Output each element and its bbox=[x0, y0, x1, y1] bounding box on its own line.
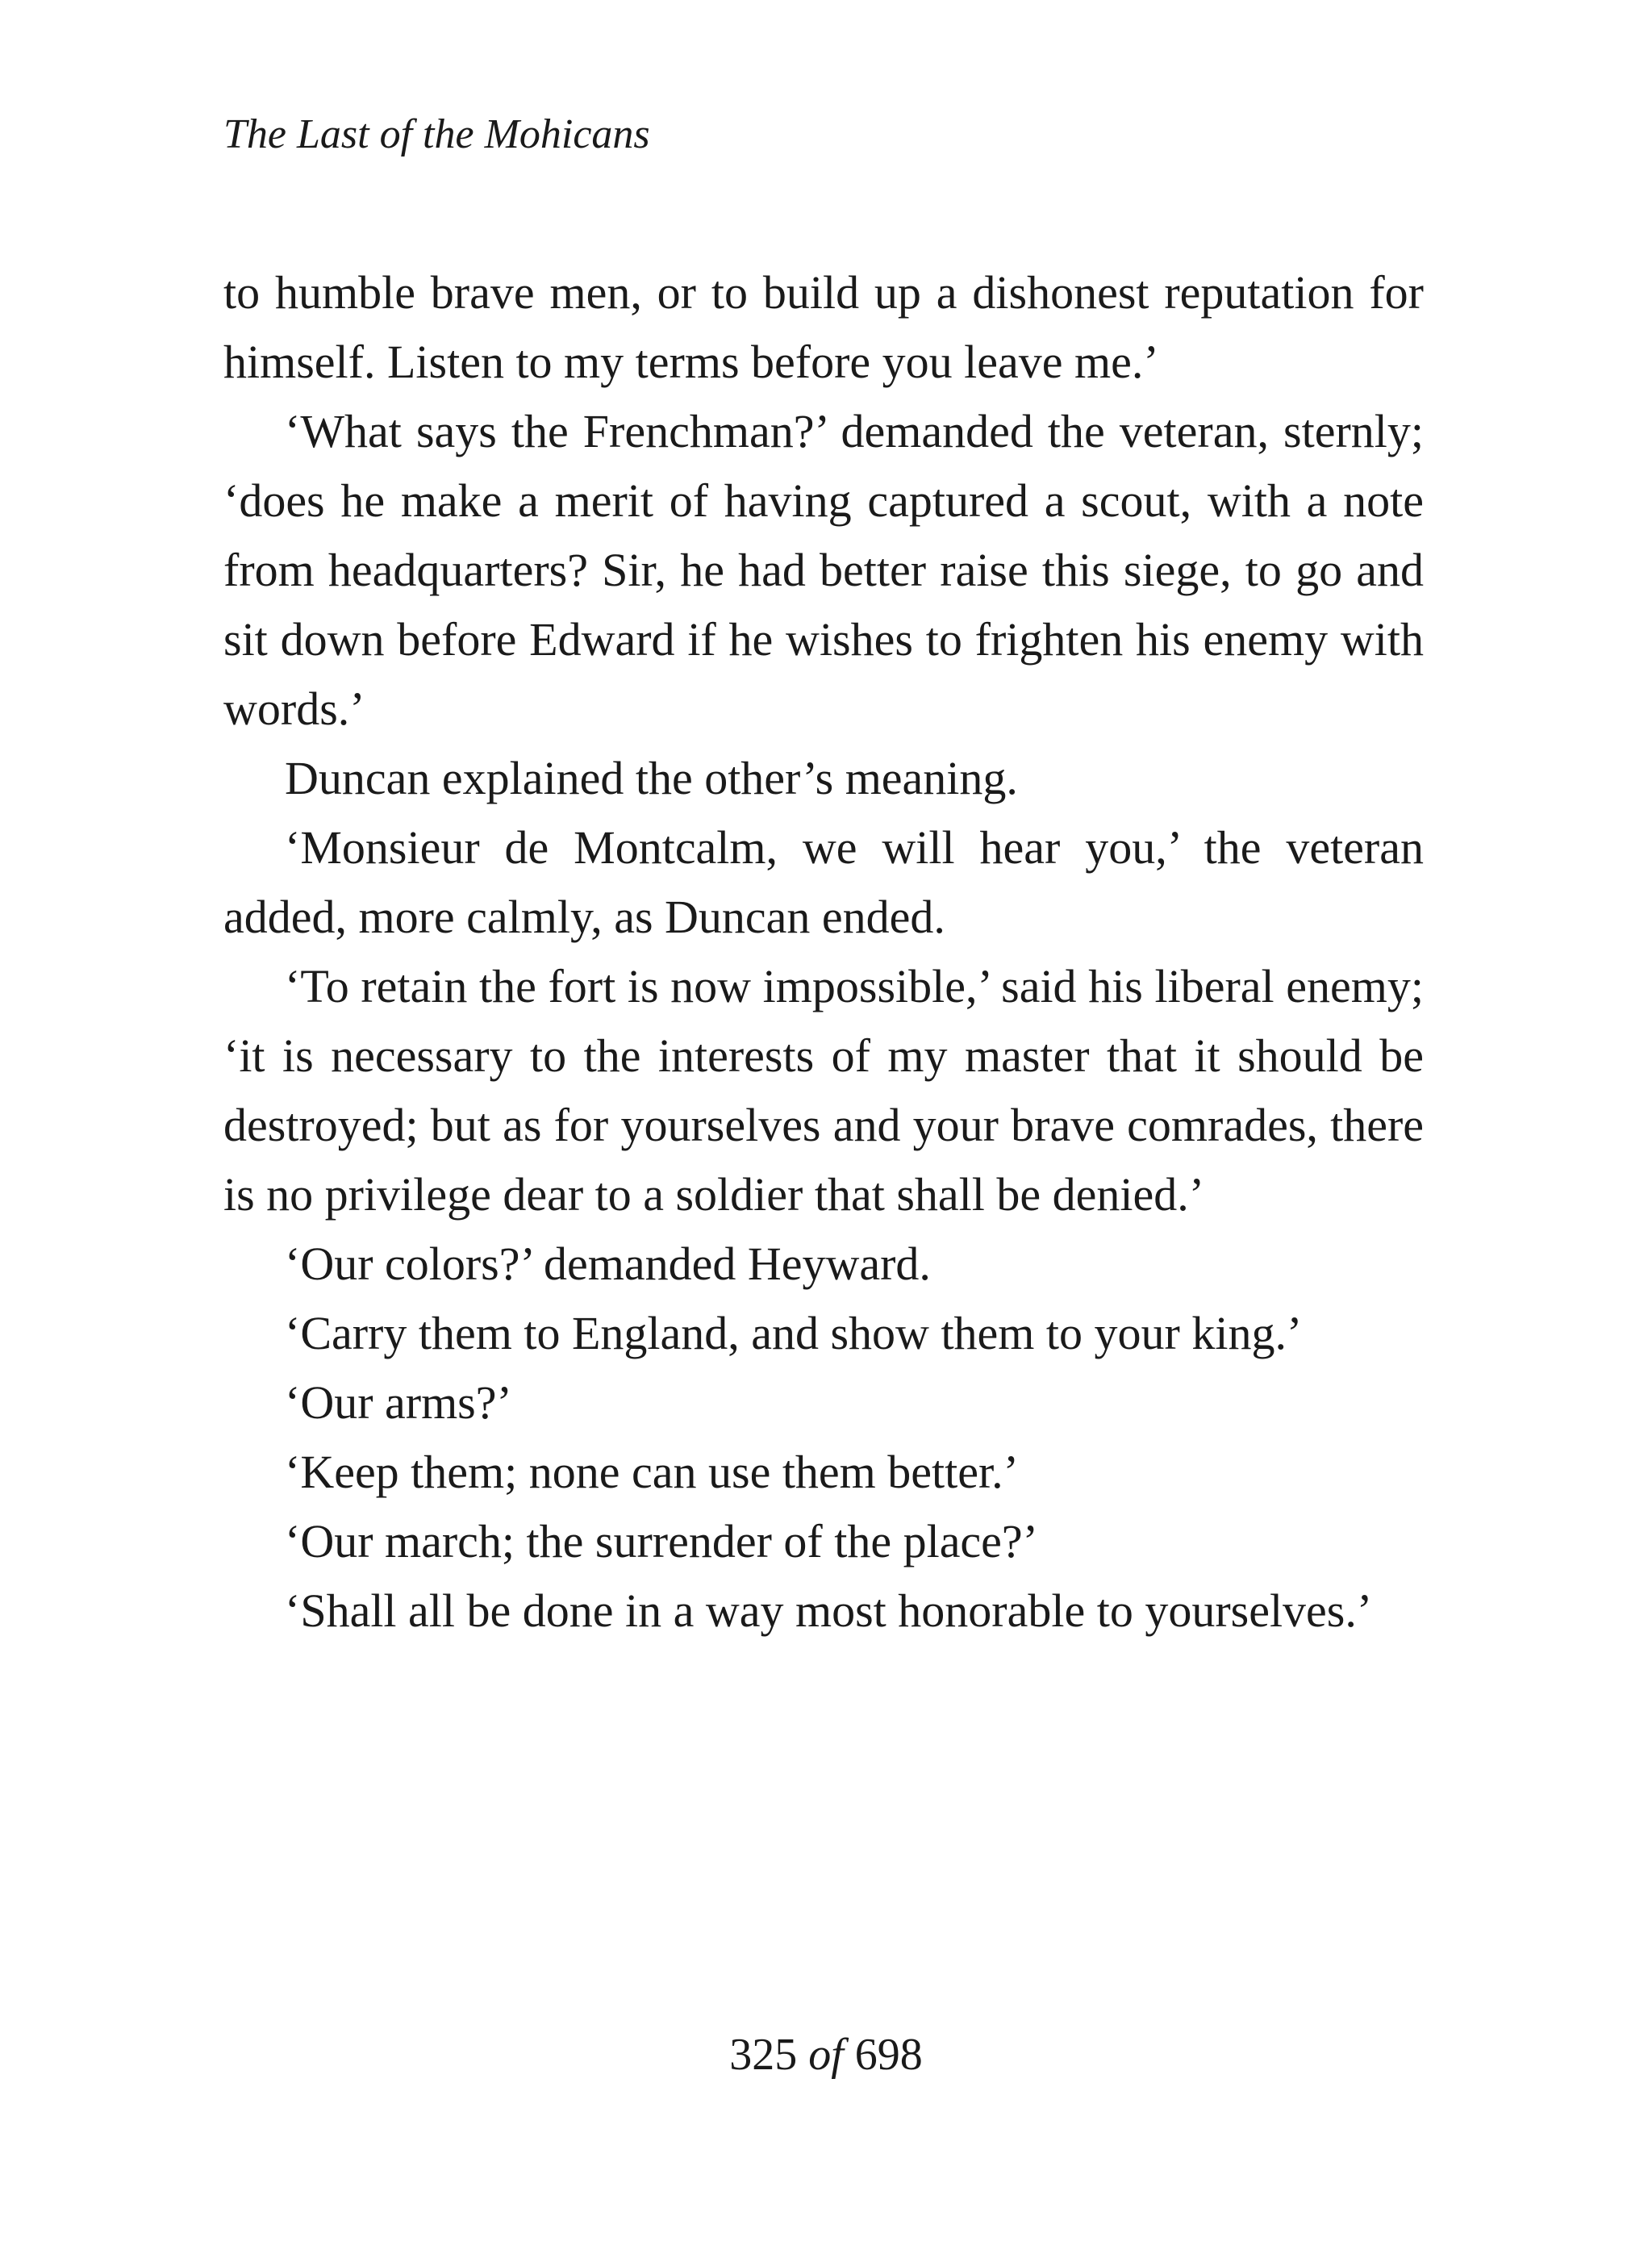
paragraph: to humble brave men, or to build up a dishonest reputation for himself. Listen to my terms before you leave me.’ bbox=[223, 266, 1424, 388]
running-head: The Last of the Mohicans bbox=[223, 111, 650, 157]
paragraph: Duncan explained the other’s meaning. bbox=[285, 752, 1018, 804]
paragraph: ‘To retain the fort is now impossible,’ said his liberal enemy; ‘it is necessary to the interests of my master that it should be destroyed; but as for yourselves and your brave comrades, there is no privilege dear to a soldier that shall be denied.’ bbox=[223, 960, 1424, 1221]
page-number-total: 698 bbox=[854, 2030, 923, 2080]
paragraph: ‘Our arms?’ bbox=[285, 1376, 512, 1429]
paragraph: ‘What says the Frenchman?’ demanded the veteran, sternly; ‘does he make a merit of having captured a scout, with a note from headquarters? Sir, he had better raise this siege, to go and sit down before Edward if he wishes to frighten his enemy with words.’ bbox=[223, 405, 1424, 735]
paragraph: ‘Shall all be done in a way most honorable to yourselves.’ bbox=[285, 1584, 1373, 1637]
body-text bbox=[223, 258, 1424, 1646]
paragraph: ‘Carry them to England, and show them to your king.’ bbox=[285, 1307, 1303, 1359]
paragraph: ‘Keep them; none can use them better.’ bbox=[285, 1446, 1019, 1498]
paragraph: ‘Our march; the surrender of the place?’ bbox=[285, 1515, 1038, 1567]
paragraph: ‘Our colors?’ demanded Heyward. bbox=[285, 1238, 931, 1290]
page-number-of: of bbox=[808, 2030, 844, 2080]
page-number-current: 325 bbox=[729, 2030, 798, 2080]
paragraph: ‘Monsieur de Montcalm, we will hear you,’ the veteran added, more calmly, as Duncan ended. bbox=[223, 821, 1424, 943]
page-number bbox=[0, 2027, 1652, 2083]
